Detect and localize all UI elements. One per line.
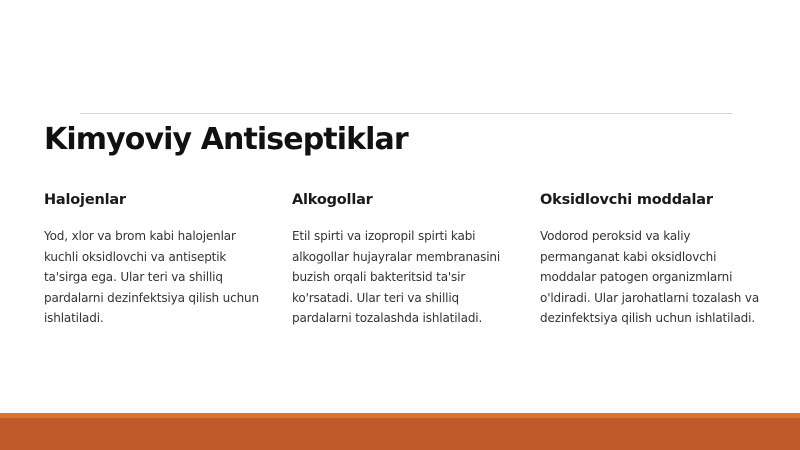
column-body: Vodorod peroksid va kaliy permanganat kabi oksidlovchi moddalar patogen organizmlarni o'ldiradi. Ular jarohatlarni tozalash va dezinfektsiya qilish uchun ishlatiladi. bbox=[540, 229, 760, 325]
column-body: Etil spirti va izopropil spirti kabi alkogollar hujayralar membranasini buzish orqali bakteritsid ta'sir ko'rsatadi. Ular teri va shilliq pardalarni tozalashda ishlatiladi. bbox=[292, 229, 501, 325]
footer-accent-stripe bbox=[0, 413, 800, 418]
footer-accent-band bbox=[0, 413, 800, 450]
column-heading: Alkogollar bbox=[292, 192, 373, 208]
title-divider bbox=[80, 113, 732, 114]
column-body: Yod, xlor va brom kabi halojenlar kuchli oksidlovchi va antiseptik ta'sirga ega. Ular teri va shilliq pardalarni dezinfektsiya qilish uchun ishlatiladi. bbox=[44, 229, 259, 325]
column-heading: Halojenlar bbox=[44, 192, 126, 208]
column-heading: Oksidlovchi moddalar bbox=[540, 192, 713, 208]
column-oksidlovchi-moddalar bbox=[540, 190, 768, 329]
slide-title: Kimyoviy Antiseptiklar bbox=[44, 122, 408, 157]
column-halojenlar bbox=[44, 190, 272, 329]
column-alkogollar bbox=[292, 190, 520, 329]
